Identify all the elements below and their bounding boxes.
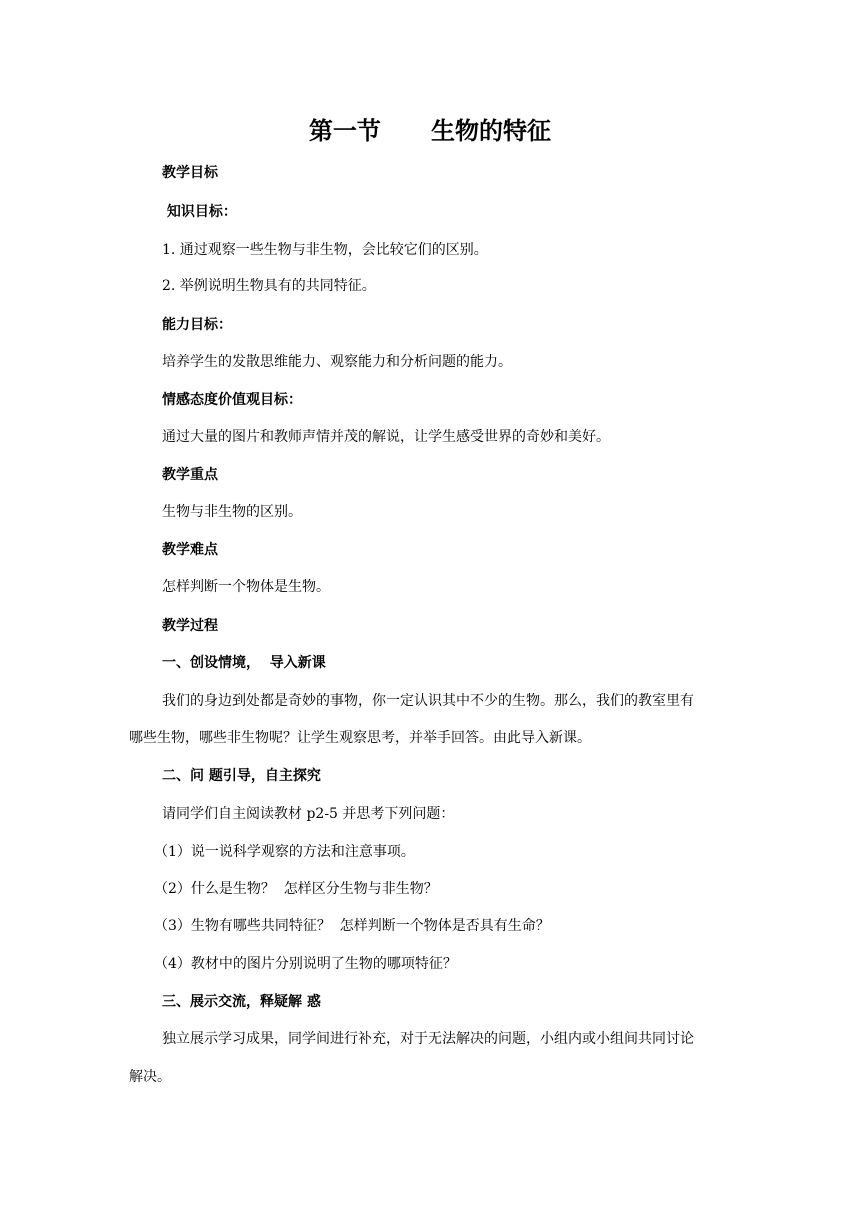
- emotion-objectives-heading: 情感态度价值观目标：: [162, 392, 302, 408]
- question-1: （1）说一说科学观察的方法和注意事项。: [154, 844, 415, 860]
- step3-heading: 三、展示交流，释疑解 惑: [162, 994, 321, 1010]
- step2-heading: 二、问 题引导，自主探究: [162, 768, 321, 784]
- step3-text-line1: 独立展示学习成果，同学间进行补充，对于无法解决的问题，小组内或小组间共同讨论: [162, 1031, 694, 1047]
- knowledge-item-2: 2. 举例说明生物具有的共同特征。: [162, 278, 376, 294]
- question-2: （2）什么是生物？ 怎样区分生物与非生物？: [154, 881, 438, 897]
- objectives-heading: 教学目标: [162, 165, 218, 181]
- key-point-text: 生物与非生物的区别。: [162, 504, 302, 520]
- step1-heading: 一、创设情境， 导入新课: [162, 655, 326, 671]
- ability-objectives-text: 培养学生的发散思维能力、观察能力和分析问题的能力。: [162, 354, 512, 370]
- step1-text-line2: 哪些生物，哪些非生物呢？让学生观察思考，并举手回答。由此导入新课。: [129, 730, 591, 746]
- knowledge-objectives-heading: 知识目标：: [162, 204, 237, 220]
- step3-text-line2: 解决。: [129, 1069, 171, 1085]
- step1-text-line1: 我们的身边到处都是奇妙的事物，你一定认识其中不少的生物。那么，我们的教室里有: [162, 693, 694, 709]
- key-point-heading: 教学重点: [162, 467, 218, 483]
- step2-intro: 请同学们自主阅读教材 p2-5 并思考下列问题：: [162, 806, 455, 822]
- knowledge-item-1: 1. 通过观察一些生物与非生物，会比较它们的区别。: [162, 242, 488, 258]
- ability-objectives-heading: 能力目标：: [162, 317, 232, 333]
- difficulty-text: 怎样判断一个物体是生物。: [162, 579, 330, 595]
- page-title: 第一节 生物的特征: [308, 117, 552, 145]
- emotion-objectives-text: 通过大量的图片和教师声情并茂的解说，让学生感受世界的奇妙和美好。: [162, 429, 610, 445]
- difficulty-heading: 教学难点: [162, 542, 218, 558]
- process-heading: 教学过程: [162, 618, 218, 634]
- question-3: （3）生物有哪些共同特征？ 怎样判断一个物体是否具有生命？: [154, 918, 550, 934]
- question-4: （4）教材中的图片分别说明了生物的哪项特征？: [154, 956, 457, 972]
